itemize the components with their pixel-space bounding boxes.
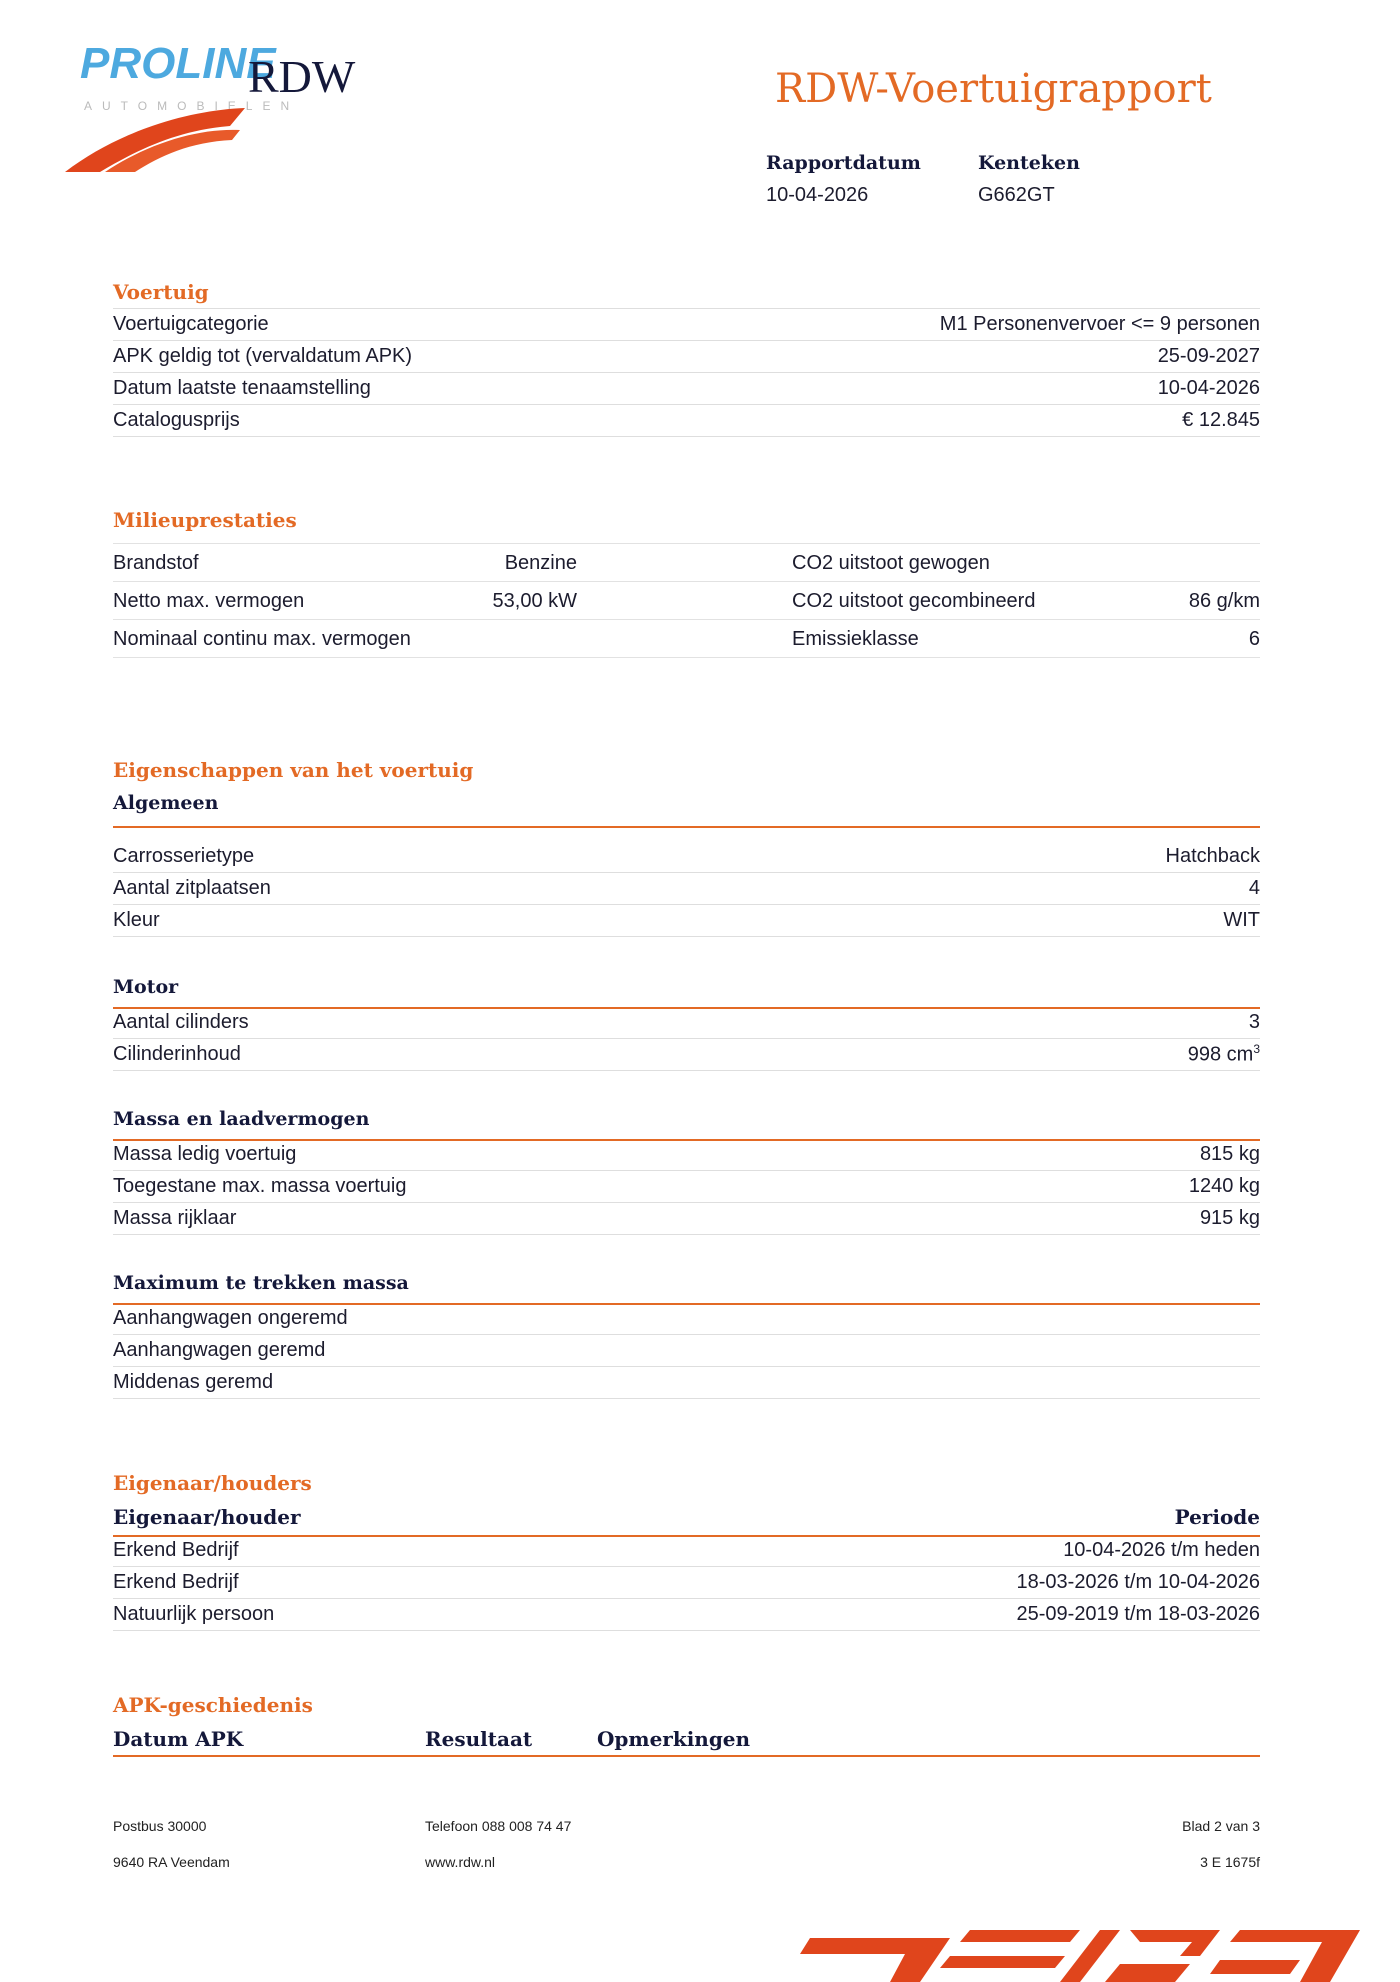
logo-proline-text: PROLINE: [80, 39, 276, 88]
subsection-title-massa: Massa en laadvermogen: [113, 1108, 370, 1130]
row-value: 25-09-2019 t/m 18-03-2026: [1016, 1603, 1260, 1625]
report-date-value: 10-04-2026: [766, 184, 869, 206]
table-row: [113, 1535, 1260, 1567]
row-label: Massa rijklaar: [113, 1207, 237, 1229]
row-value: 6: [1248, 628, 1260, 650]
row-label: Aantal cilinders: [113, 1011, 249, 1033]
rdw-stripe-graphic: [800, 1920, 1400, 1982]
row-label: Erkend Bedrijf: [113, 1539, 239, 1561]
row-value: 915 kg: [1199, 1207, 1260, 1229]
divider: [113, 826, 1260, 828]
row-label: CO2 uitstoot gecombineerd: [792, 590, 1036, 612]
logo-rdw-text: RDW: [248, 51, 356, 102]
subsection-title-algemeen: Algemeen: [113, 792, 219, 814]
row-value: WIT: [1223, 909, 1260, 931]
unit-superscript: 3: [1253, 1042, 1260, 1057]
voertuig-table: [113, 308, 1260, 437]
section-title-apk: APK-geschiedenis: [113, 1693, 313, 1717]
row-label: Cilinderinhoud: [113, 1043, 241, 1065]
logo-sub-text: AUTOMOBIELEN: [84, 99, 300, 113]
row-value-text: 998 cm: [1187, 1043, 1254, 1066]
row-label: Aanhangwagen geremd: [113, 1339, 326, 1361]
section-title-milieu: Milieuprestaties: [113, 508, 297, 532]
plate-label: Kenteken: [978, 152, 1080, 174]
table-row: [113, 1303, 1260, 1335]
table-row: [113, 905, 1260, 937]
owner-table-header: [113, 1505, 1260, 1529]
row-label: CO2 uitstoot gewogen: [792, 552, 990, 574]
section-title-eigenschappen: Eigenschappen van het voertuig: [113, 758, 474, 782]
row-value: 815 kg: [1199, 1143, 1260, 1165]
table-row: [113, 873, 1260, 905]
table-row: [113, 341, 1260, 373]
row-label: Middenas geremd: [113, 1371, 274, 1393]
table-row: [113, 309, 1260, 341]
column-header-apk-result: Resultaat: [425, 1727, 533, 1751]
footer-phone: Telefoon 088 008 74 47: [425, 1818, 572, 1834]
trekken-table: [113, 1303, 1260, 1399]
row-label: Aanhangwagen ongeremd: [113, 1307, 348, 1329]
table-row: [113, 1599, 1260, 1631]
row-label: Nominaal continu max. vermogen: [113, 628, 411, 650]
row-value: M1 Personenvervoer <= 9 personen: [939, 313, 1260, 335]
row-value: Hatchback: [1165, 845, 1260, 867]
table-row: [113, 1171, 1260, 1203]
section-title-eigenaar: Eigenaar/houders: [113, 1471, 312, 1495]
table-row: [113, 1039, 1260, 1071]
table-row: [113, 1203, 1260, 1235]
row-value: 18-03-2026 t/m 10-04-2026: [1016, 1571, 1260, 1593]
table-row: [113, 581, 1260, 619]
row-label: Voertuigcategorie: [113, 313, 269, 335]
owner-table: [113, 1535, 1260, 1631]
row-value: 3: [1248, 1011, 1260, 1033]
column-header-apk-date: Datum APK: [113, 1727, 244, 1751]
table-row: [113, 1335, 1260, 1367]
table-row: [113, 373, 1260, 405]
row-value: € 12.845: [1182, 409, 1260, 431]
table-row: [113, 1367, 1260, 1399]
column-header-owner: Eigenaar/houder: [113, 1505, 301, 1529]
footer-address-line2: 9640 RA Veendam: [113, 1854, 230, 1870]
row-label: Erkend Bedrijf: [113, 1571, 239, 1593]
row-label: Kleur: [113, 909, 160, 931]
row-label: Toegestane max. massa voertuig: [113, 1175, 407, 1197]
row-value: 10-04-2026 t/m heden: [1063, 1539, 1260, 1561]
column-header-period: Periode: [1174, 1505, 1260, 1529]
row-value: 86 g/km: [1188, 590, 1260, 612]
footer-document-code: 3 E 1675f: [1200, 1854, 1260, 1870]
table-row: [113, 405, 1260, 437]
row-label: Aantal zitplaatsen: [113, 877, 271, 899]
row-value: Benzine: [504, 552, 577, 574]
section-title-voertuig: Voertuig: [113, 280, 209, 304]
row-label: Emissieklasse: [792, 628, 919, 650]
algemeen-table: [113, 841, 1260, 937]
row-label: Netto max. vermogen: [113, 590, 305, 612]
row-value: 25-09-2027: [1157, 345, 1260, 367]
row-label: APK geldig tot (vervaldatum APK): [113, 345, 413, 367]
footer-address-line1: Postbus 30000: [113, 1818, 207, 1834]
divider: [113, 1755, 1260, 1757]
table-row: [113, 619, 1260, 658]
table-row: [113, 543, 1260, 581]
table-row: [113, 1567, 1260, 1599]
table-row: [113, 841, 1260, 873]
footer-website: www.rdw.nl: [425, 1854, 496, 1870]
row-value: 1240 kg: [1188, 1175, 1260, 1197]
milieu-table: [113, 543, 1260, 658]
row-label: Carrosserietype: [113, 845, 255, 867]
row-value: [1188, 1042, 1260, 1067]
proline-rdw-logo: [60, 30, 400, 180]
table-row: [113, 1139, 1260, 1171]
report-date-label: Rapportdatum: [766, 152, 921, 174]
massa-table: [113, 1139, 1260, 1235]
row-value: 10-04-2026: [1157, 377, 1260, 399]
row-label: Massa ledig voertuig: [113, 1143, 297, 1165]
motor-table: [113, 1007, 1260, 1071]
row-label: Natuurlijk persoon: [113, 1603, 275, 1625]
row-value: 53,00 kW: [492, 590, 577, 612]
row-label: Brandstof: [113, 552, 199, 574]
subsection-title-motor: Motor: [113, 976, 179, 998]
table-row: [113, 1007, 1260, 1039]
subsection-title-trekken: Maximum te trekken massa: [113, 1272, 409, 1294]
plate-value: G662GT: [978, 184, 1055, 206]
report-title: RDW-Voertuigrapport: [775, 66, 1212, 112]
row-label: Datum laatste tenaamstelling: [113, 377, 371, 399]
row-value: 4: [1248, 877, 1260, 899]
row-label: Catalogusprijs: [113, 409, 240, 431]
column-header-apk-remarks: Opmerkingen: [597, 1727, 751, 1751]
footer-page-number: Blad 2 van 3: [1182, 1818, 1260, 1834]
